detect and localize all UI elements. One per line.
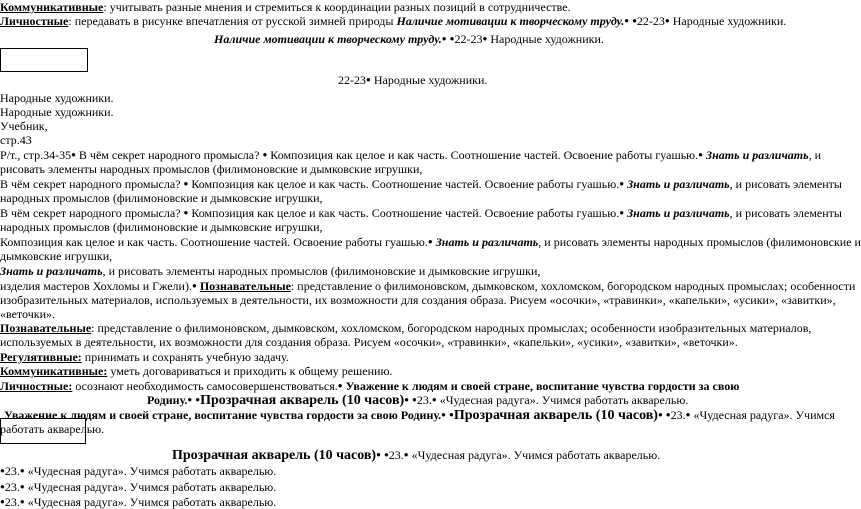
- empty-box-2: [0, 418, 86, 444]
- line-artists-1: Народные художники.: [0, 91, 114, 105]
- line-twigs: «веточки».: [0, 307, 55, 321]
- line-used-activity: используемых в деятельности, их возможности для создания образа. Рисуем «осочки», «травинки», «капельки», «усики», «завитки», «веточки».: [0, 335, 738, 349]
- line-personal: Личностные: передавать в рисунке впечатления от русской зимней природы Наличие мотивации к творческому труду.● ● 22-23● Народные художники.: [0, 14, 786, 28]
- line-workbook: Р/т., стр.34-35● В чём секрет народного промысла? ● Композиция как целое и как часть. Соотношение частей. Освоение работы гуашью.● Знать и различать, и: [0, 148, 821, 162]
- line-motherland: Родину.● ● Прозрачная акварель (10 часов)● ● 23.● «Чудесная радуга». Учимся работать акварелью.: [147, 393, 688, 408]
- line-crafts-1: народных промыслов (филимоновские и дымковские игрушки,: [0, 191, 323, 205]
- line-respect: Уважение к людям и своей стране, воспитание чувства гордости за свою Родину.● ● Прозрачная акварель (10 часов)● ● 23.● «Чудесная радуга». Учимся: [4, 408, 835, 423]
- empty-box: [0, 48, 88, 72]
- line-personal-2: Личностные: осознают необходимость самосовершенствоваться.● Уважение к людям и своей стране, воспитание чувства гордости за свою: [0, 379, 739, 393]
- line-communicative-2: Коммуникативные: уметь договариваться и приходить к общему решению.: [0, 364, 393, 378]
- line-secret-1: В чём секрет народного промысла? ● Композиция как целое и как часть. Соотношение частей. Освоение работы гуашью.● Знать и различать, и рисовать элементы: [0, 177, 842, 191]
- line-materials: изобразительных материалов, используемых в деятельности, их возможности для создания образа. Рисуем «осочки», «травинки», «капельки», «усики», «завитки»,: [0, 293, 836, 307]
- line-secret-2: В чём секрет народного промысла? ● Композиция как целое и как часть. Соотношение частей. Освоение работы гуашью.● Знать и различать, и рисовать элементы: [0, 206, 842, 220]
- line-draw-elements: рисовать элементы народных промыслов (филимоновские и дымковские игрушки,: [0, 162, 423, 176]
- line-rainbow-1: ● 23.● «Чудесная радуга». Учимся работать акварелью.: [0, 464, 276, 478]
- line-regulative: Регулятивные: принимать и сохранять учебную задачу.: [0, 350, 289, 364]
- line-masters: изделия мастеров Хохломы и Гжели).● Познавательные: представление о филимоновском, дымковском, хохломском, богородском народных промыслах; особенности: [0, 279, 855, 293]
- line-22-23: 22-23● Народные художники.: [338, 73, 487, 87]
- line-know-distinguish: Знать и различать, и рисовать элементы народных промыслов (филимоновские и дымковские игрушки,: [0, 264, 541, 278]
- line-transparent-watercolor: Прозрачная акварель (10 часов)● ● 23.● «Чудесная радуга». Учимся работать акварелью.: [172, 448, 660, 463]
- line-composition: Композиция как целое и как часть. Соотношение частей. Освоение работы гуашью.● Знать и различать, и рисовать элементы народных промыслов (филимоновские и: [0, 235, 861, 249]
- line-communicative: Коммуникативные: учитывать разные мнения и стремиться к координации разных позиций в сотрудничестве.: [0, 0, 571, 14]
- line-motivation: Наличие мотивации к творческому труду.● ● 22-23● Народные художники.: [214, 32, 604, 46]
- line-rainbow-3: ● 23.● «Чудесная радуга». Учимся работать акварелью.: [0, 495, 276, 509]
- line-work-watercolor: работать акварелью.: [0, 422, 105, 436]
- line-artists-2: Народные художники.: [0, 105, 114, 119]
- line-rainbow-2: ● 23.● «Чудесная радуга». Учимся работать акварелью.: [0, 480, 276, 494]
- line-textbook: Учебник,: [0, 119, 48, 133]
- line-crafts-2: народных промыслов (филимоновские и дымковские игрушки,: [0, 220, 323, 234]
- line-page: стр.43: [0, 133, 32, 147]
- line-cognitive: Познавательные: представление о филимоновском, дымковском, хохломском, богородском народных промыслах; особенности изобразительных материалов,: [0, 321, 812, 335]
- line-toys: дымковские игрушки,: [0, 249, 113, 263]
